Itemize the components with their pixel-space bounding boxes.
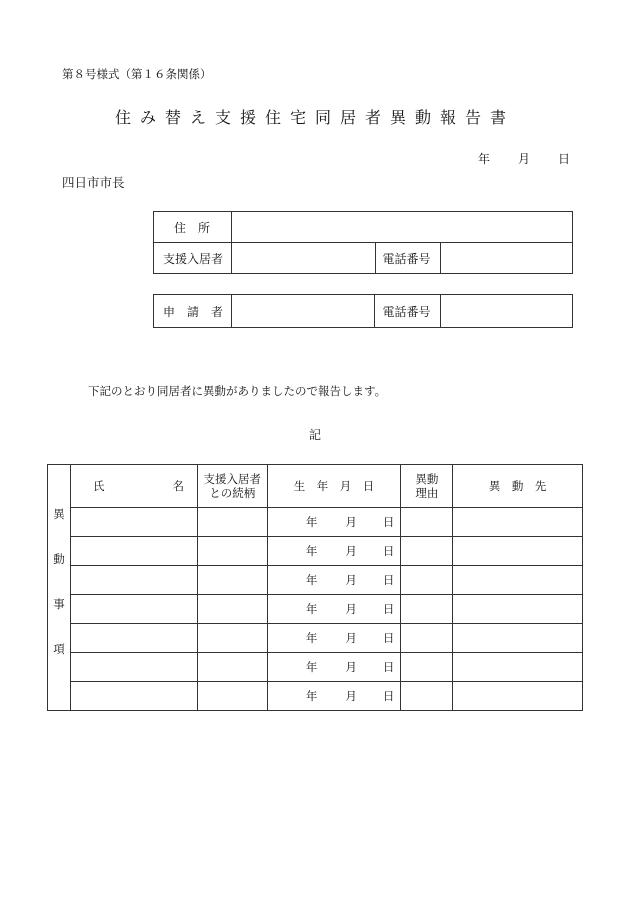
name-cell[interactable] bbox=[70, 682, 197, 711]
birth-month: 月 bbox=[345, 660, 357, 674]
birthdate-header: 生 年 月 日 bbox=[267, 465, 401, 508]
reason-cell[interactable] bbox=[401, 624, 453, 653]
reason-header-line2: 理由 bbox=[415, 486, 439, 500]
reason-cell[interactable] bbox=[401, 682, 453, 711]
change-table bbox=[47, 464, 583, 711]
resident-field[interactable] bbox=[231, 243, 375, 274]
birth-year: 年 bbox=[305, 631, 318, 645]
birth-day: 日 bbox=[382, 573, 395, 587]
name-cell[interactable] bbox=[70, 508, 197, 537]
relation-header bbox=[197, 465, 267, 508]
resident-label: 支援入居者 bbox=[154, 243, 232, 274]
side-label-char: 事 bbox=[53, 597, 65, 611]
side-label bbox=[48, 465, 71, 711]
reason-cell[interactable] bbox=[401, 537, 453, 566]
destination-header: 異 動 先 bbox=[453, 465, 583, 508]
birth-year: 年 bbox=[305, 515, 318, 529]
birthdate-cell[interactable] bbox=[267, 537, 401, 566]
table-row bbox=[48, 508, 583, 537]
relation-cell[interactable] bbox=[197, 508, 267, 537]
reason-cell[interactable] bbox=[401, 566, 453, 595]
side-label-char: 動 bbox=[53, 552, 65, 566]
resident-phone-label: 電話番号 bbox=[375, 243, 441, 274]
resident-phone-field[interactable] bbox=[441, 243, 573, 274]
birth-year: 年 bbox=[305, 602, 318, 616]
birthdate-cell[interactable] bbox=[267, 682, 401, 711]
requester-field[interactable] bbox=[231, 295, 375, 328]
relation-cell[interactable] bbox=[197, 537, 267, 566]
name-cell[interactable] bbox=[70, 566, 197, 595]
birthdate-cell[interactable] bbox=[267, 624, 401, 653]
destination-cell[interactable] bbox=[453, 595, 583, 624]
change-table-header bbox=[48, 465, 583, 508]
birth-month: 月 bbox=[345, 573, 357, 587]
destination-cell[interactable] bbox=[453, 508, 583, 537]
side-label-char: 項 bbox=[53, 642, 65, 656]
form-number: 第８号様式（第１６条関係） bbox=[62, 67, 212, 81]
date-year: 年 bbox=[478, 152, 491, 166]
report-date bbox=[478, 150, 570, 167]
birth-month: 月 bbox=[345, 631, 357, 645]
destination-cell[interactable] bbox=[453, 566, 583, 595]
address-row bbox=[154, 212, 573, 243]
birth-year: 年 bbox=[305, 544, 318, 558]
table-row bbox=[48, 624, 583, 653]
name-header-left: 氏 bbox=[92, 478, 105, 493]
birth-day: 日 bbox=[382, 515, 395, 529]
requester-row bbox=[154, 295, 573, 328]
birth-month: 月 bbox=[345, 689, 357, 703]
relation-cell[interactable] bbox=[197, 653, 267, 682]
address-label: 住 所 bbox=[154, 212, 232, 243]
birth-month: 月 bbox=[345, 515, 357, 529]
table-row bbox=[48, 595, 583, 624]
name-header bbox=[70, 465, 197, 508]
reason-header bbox=[401, 465, 453, 508]
side-label-char: 異 bbox=[53, 507, 65, 521]
table-row bbox=[48, 566, 583, 595]
reason-cell[interactable] bbox=[401, 653, 453, 682]
relation-cell[interactable] bbox=[197, 624, 267, 653]
date-day: 日 bbox=[558, 152, 571, 166]
destination-cell[interactable] bbox=[453, 682, 583, 711]
reason-cell[interactable] bbox=[401, 508, 453, 537]
relation-header-line2: との続柄 bbox=[209, 486, 256, 500]
birthdate-cell[interactable] bbox=[267, 508, 401, 537]
address-field[interactable] bbox=[231, 212, 572, 243]
birth-day: 日 bbox=[382, 544, 395, 558]
relation-cell[interactable] bbox=[197, 682, 267, 711]
table-row bbox=[48, 682, 583, 711]
name-cell[interactable] bbox=[70, 624, 197, 653]
requester-phone-field[interactable] bbox=[441, 295, 573, 328]
requester-table bbox=[153, 294, 573, 328]
document-title: 住み替え支援住宅同居者異動報告書 bbox=[114, 108, 515, 127]
name-header-right: 名 bbox=[172, 478, 184, 493]
requester-label: 申 請 者 bbox=[154, 295, 232, 328]
birth-year: 年 bbox=[305, 689, 318, 703]
table-row bbox=[48, 653, 583, 682]
name-cell[interactable] bbox=[70, 653, 197, 682]
birth-month: 月 bbox=[345, 544, 357, 558]
applicant-table bbox=[153, 211, 573, 274]
note-mark: 記 bbox=[308, 428, 321, 442]
relation-cell[interactable] bbox=[197, 566, 267, 595]
birth-day: 日 bbox=[382, 660, 395, 674]
birthdate-cell[interactable] bbox=[267, 653, 401, 682]
requester-phone-label: 電話番号 bbox=[375, 295, 441, 328]
name-cell[interactable] bbox=[70, 595, 197, 624]
recipient: 四日市市長 bbox=[62, 175, 125, 190]
relation-header-line1: 支援入居者 bbox=[203, 471, 262, 486]
birth-year: 年 bbox=[305, 573, 318, 587]
reason-cell[interactable] bbox=[401, 595, 453, 624]
destination-cell[interactable] bbox=[453, 653, 583, 682]
birthdate-cell[interactable] bbox=[267, 566, 401, 595]
birth-month: 月 bbox=[345, 602, 357, 616]
reason-header-line1: 異動 bbox=[415, 471, 439, 486]
birth-day: 日 bbox=[382, 602, 395, 616]
statement-text: 下記のとおり同居者に異動がありましたので報告します。 bbox=[88, 384, 387, 398]
relation-cell[interactable] bbox=[197, 595, 267, 624]
destination-cell[interactable] bbox=[453, 624, 583, 653]
table-row bbox=[48, 537, 583, 566]
resident-row bbox=[154, 243, 573, 274]
destination-cell[interactable] bbox=[453, 537, 583, 566]
name-cell[interactable] bbox=[70, 537, 197, 566]
birth-day: 日 bbox=[382, 631, 395, 645]
birthdate-cell[interactable] bbox=[267, 595, 401, 624]
date-month: 月 bbox=[518, 152, 531, 166]
birth-year: 年 bbox=[305, 660, 318, 674]
birth-day: 日 bbox=[382, 689, 395, 703]
